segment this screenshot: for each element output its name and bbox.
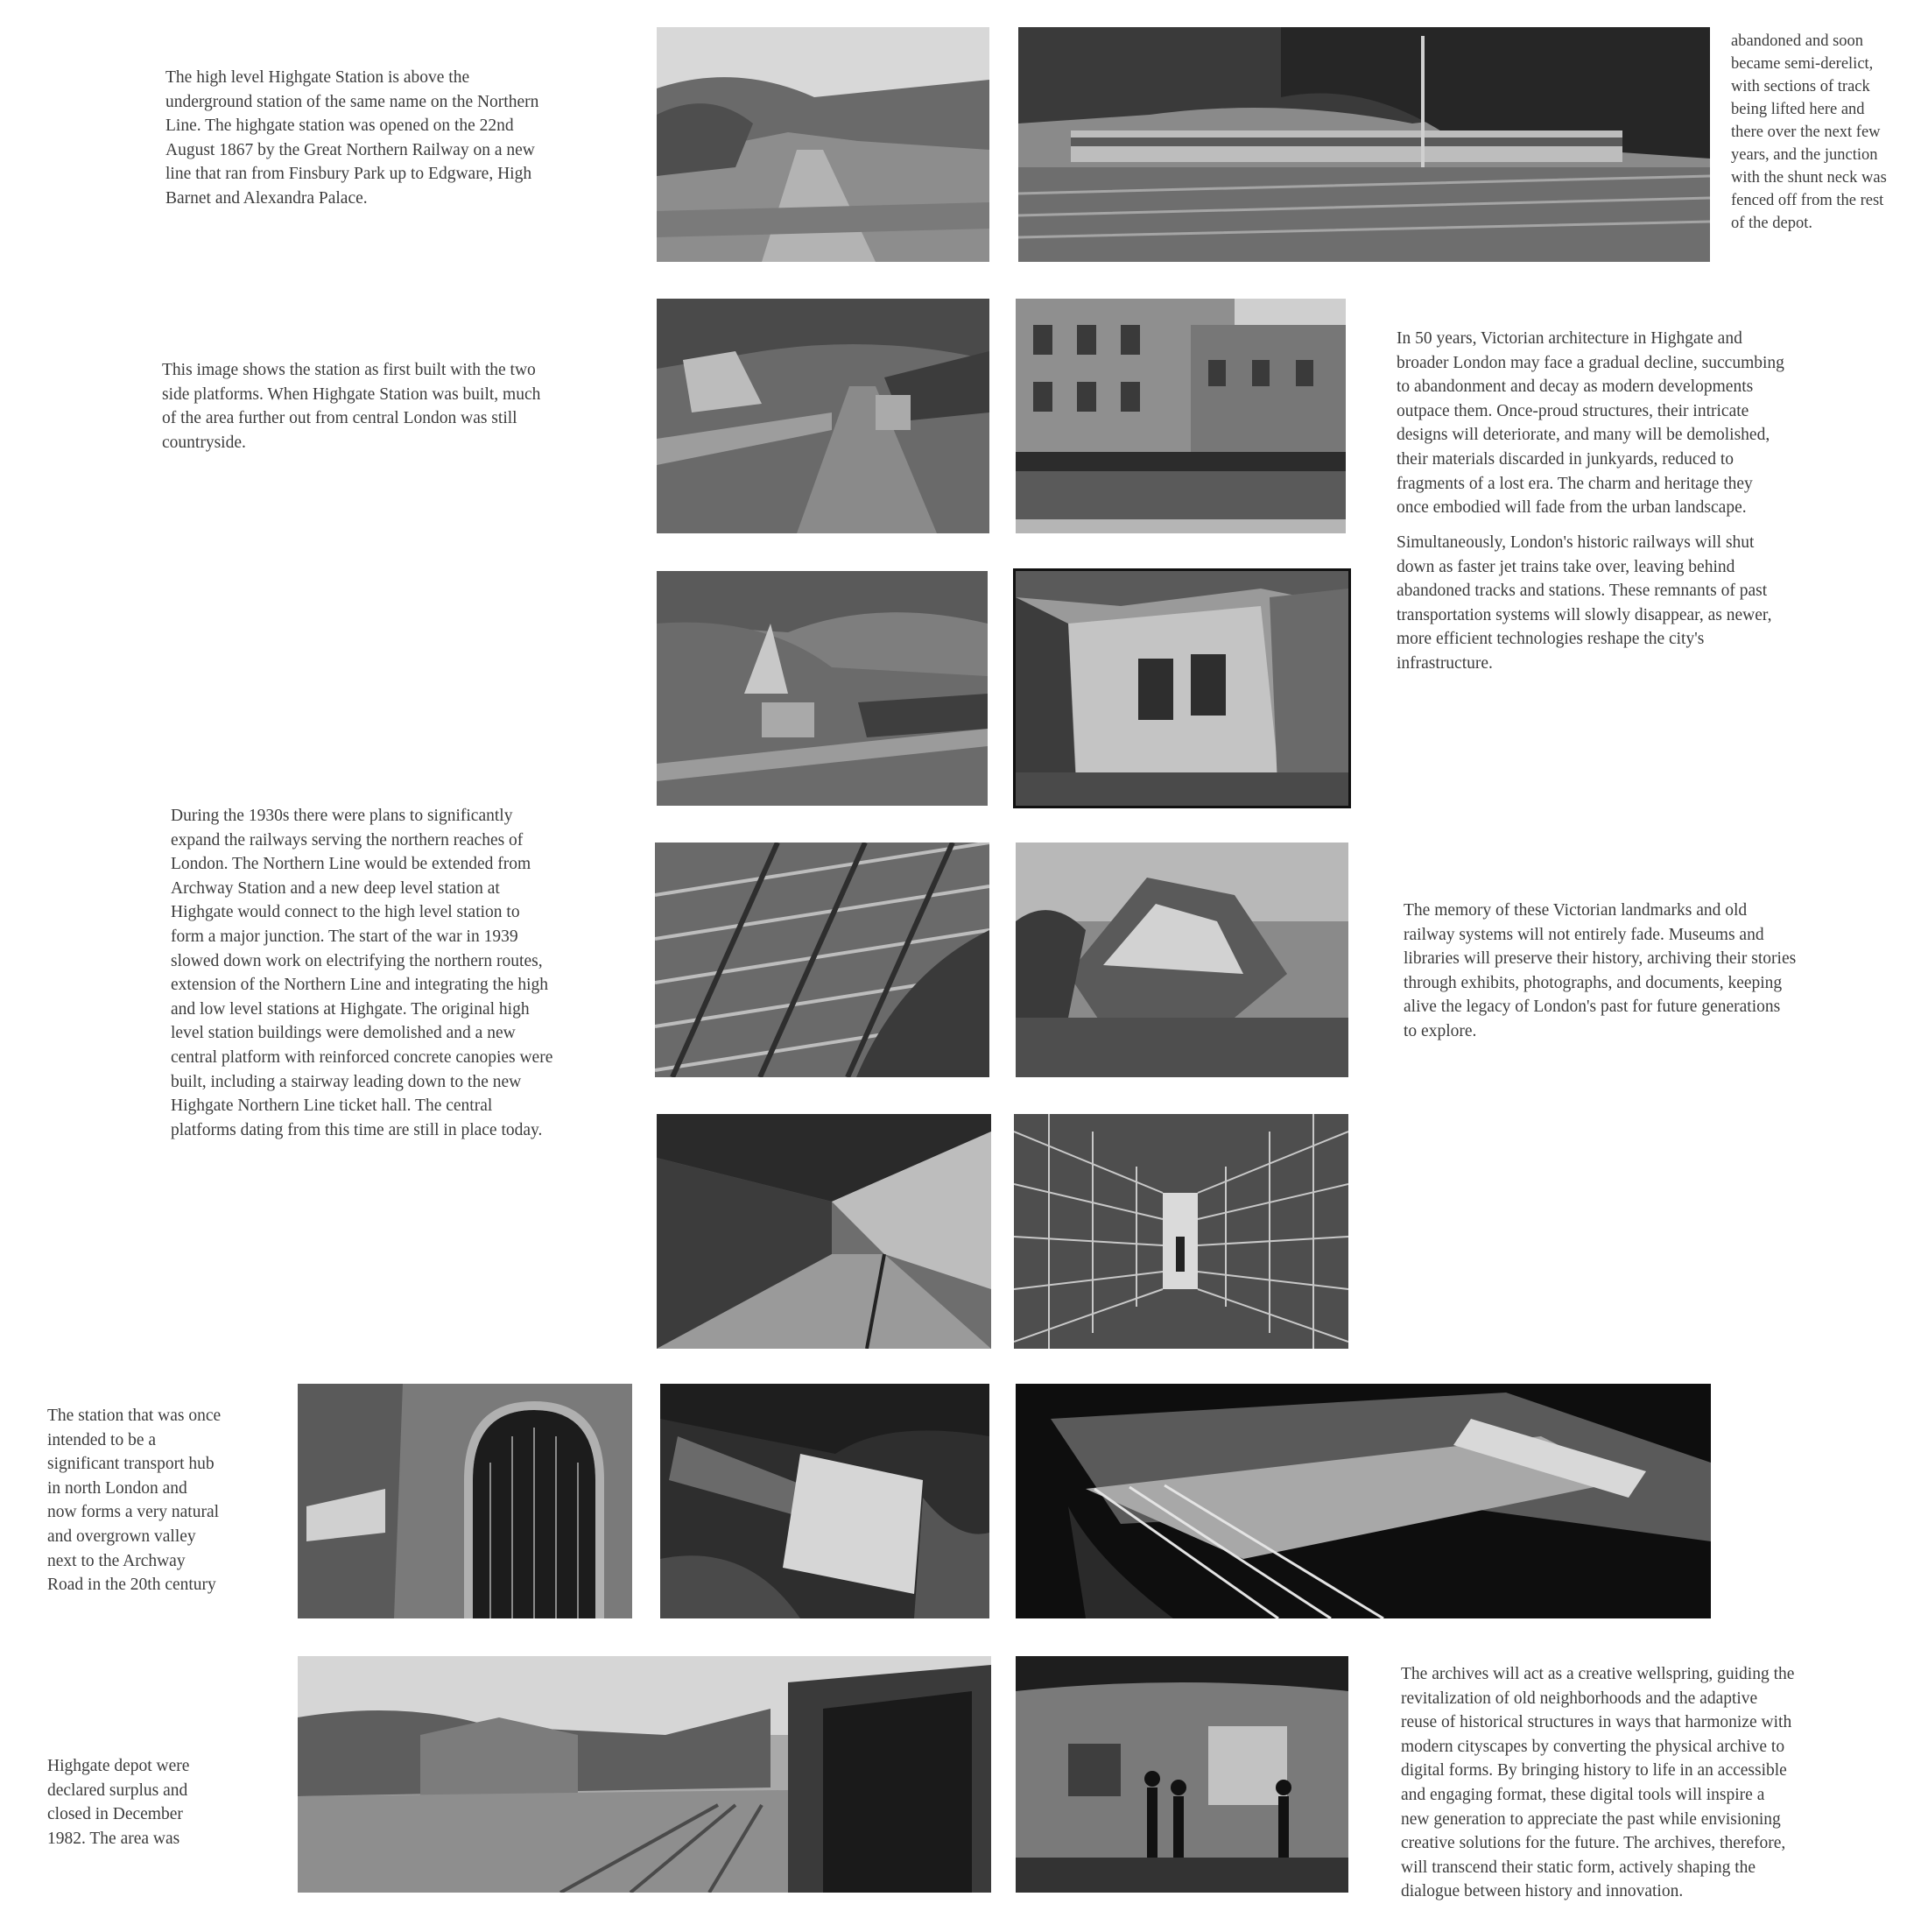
fifty-years-text: In 50 years, Victorian architecture in Highgate and broader London may face a gradual decline, succumbing to abandonment and decay as modern developments outpace them. Once-proud structures, their intricate designs will deteriorate, and many will be demolished, their materials discarded in junkyards, reduced to fragments of a lost era. The charm and heritage they once embodied will fade from the urban landscape. [1397, 329, 1784, 518]
memory-text: The memory of these Victorian landmarks and old railway systems will not entirely fade. Museums and libraries will preserve their history, archiving their stories through exhibits, photographs, and documents, keeping alive the legacy of London's past for future generations to explore. [1404, 901, 1797, 1040]
photo-old-station-postcard [657, 27, 989, 262]
photo-aerial-view [655, 843, 989, 1077]
simultaneously-text: Simultaneously, London's historic railways will shut down as faster jet trains take over, leaving behind abandoned tracks and stations. These remnants of past transportation systems will slowly disappear, as newer, more efficient technologies reshape the city's infrastructure. [1397, 533, 1772, 673]
platforms-text: This image shows the station as first built with the two side platforms. When Highgate Station was built, much of the area further out from central London was still countryside. [162, 361, 541, 452]
depot-text: Highgate depot were declared surplus and closed in December 1982. The area was [47, 1757, 190, 1848]
photo-tunnel-arch [298, 1384, 632, 1618]
photo-digital-scan-station [1016, 1384, 1711, 1618]
abandoned-text: abandoned and soon became semi-derelict, with sections of track being lifted here and there over the next few years, and the junction with the shunt neck was fenced off from the rest of the depot. [1731, 32, 1887, 232]
intro-text: The high level Highgate Station is above the underground station of the same name on the Northern Line. The highgate station was opened on the 22nd August 1867 by the Great Northern Railway on a new line that ran from Finsbury Park up to Edgware, High Barnet and Alexandra Palace. [165, 68, 539, 208]
photo-station-two-platforms [657, 299, 989, 533]
photo-demolished-structure [1016, 843, 1348, 1077]
photo-digital-archive-figures [1016, 1656, 1348, 1893]
photo-depot-tracks [298, 1656, 991, 1893]
archives-text: The archives will act as a creative wellspring, guiding the revitalization of old neighborhoods and the adaptive reuse of historical structures in ways that harmonize with modern cityscapes by converting the physical archive to digital forms. By bringing history to life in an accessible and engaging format, these digital tools will inspire a new generation to appreciate the past while envisioning creative solutions for the future. The archives, therefore, will transcend their static form, actively shaping the dialogue between history and innovation. [1401, 1665, 1795, 1901]
photo-station-hillside [657, 571, 988, 806]
photo-archive-shelving [1014, 1114, 1348, 1349]
photo-overgrown-sign [660, 1384, 989, 1618]
photo-platform-canopy [657, 1114, 991, 1349]
hub-text: The station that was once intended to be a significant transport hub in north London and now forms a very natural and overgrown valley next to the Archway Road in the 20th century [47, 1407, 222, 1595]
thirties-text: During the 1930s there were plans to significantly expand the railways serving the northern reaches of London. The Northern Line would be extended from Archway Station and a new deep level station at Highgate would connect to the high level station to form a major junction. The start of the war in 1939 slowed down work on electrifying the northern routes, extension of the Northern Line and integrating the high and low level stations at Highgate. The original high level station buildings were demolished and a new central platform with reinforced concrete canopies were built, including a stairway leading down to the new Highgate Northern Line ticket hall. The central platforms dating from this time are still in place today. [171, 807, 553, 1139]
photo-victorian-street [1016, 299, 1346, 533]
photo-derelict-building [1016, 571, 1348, 806]
photo-depot-trains [1018, 27, 1710, 262]
